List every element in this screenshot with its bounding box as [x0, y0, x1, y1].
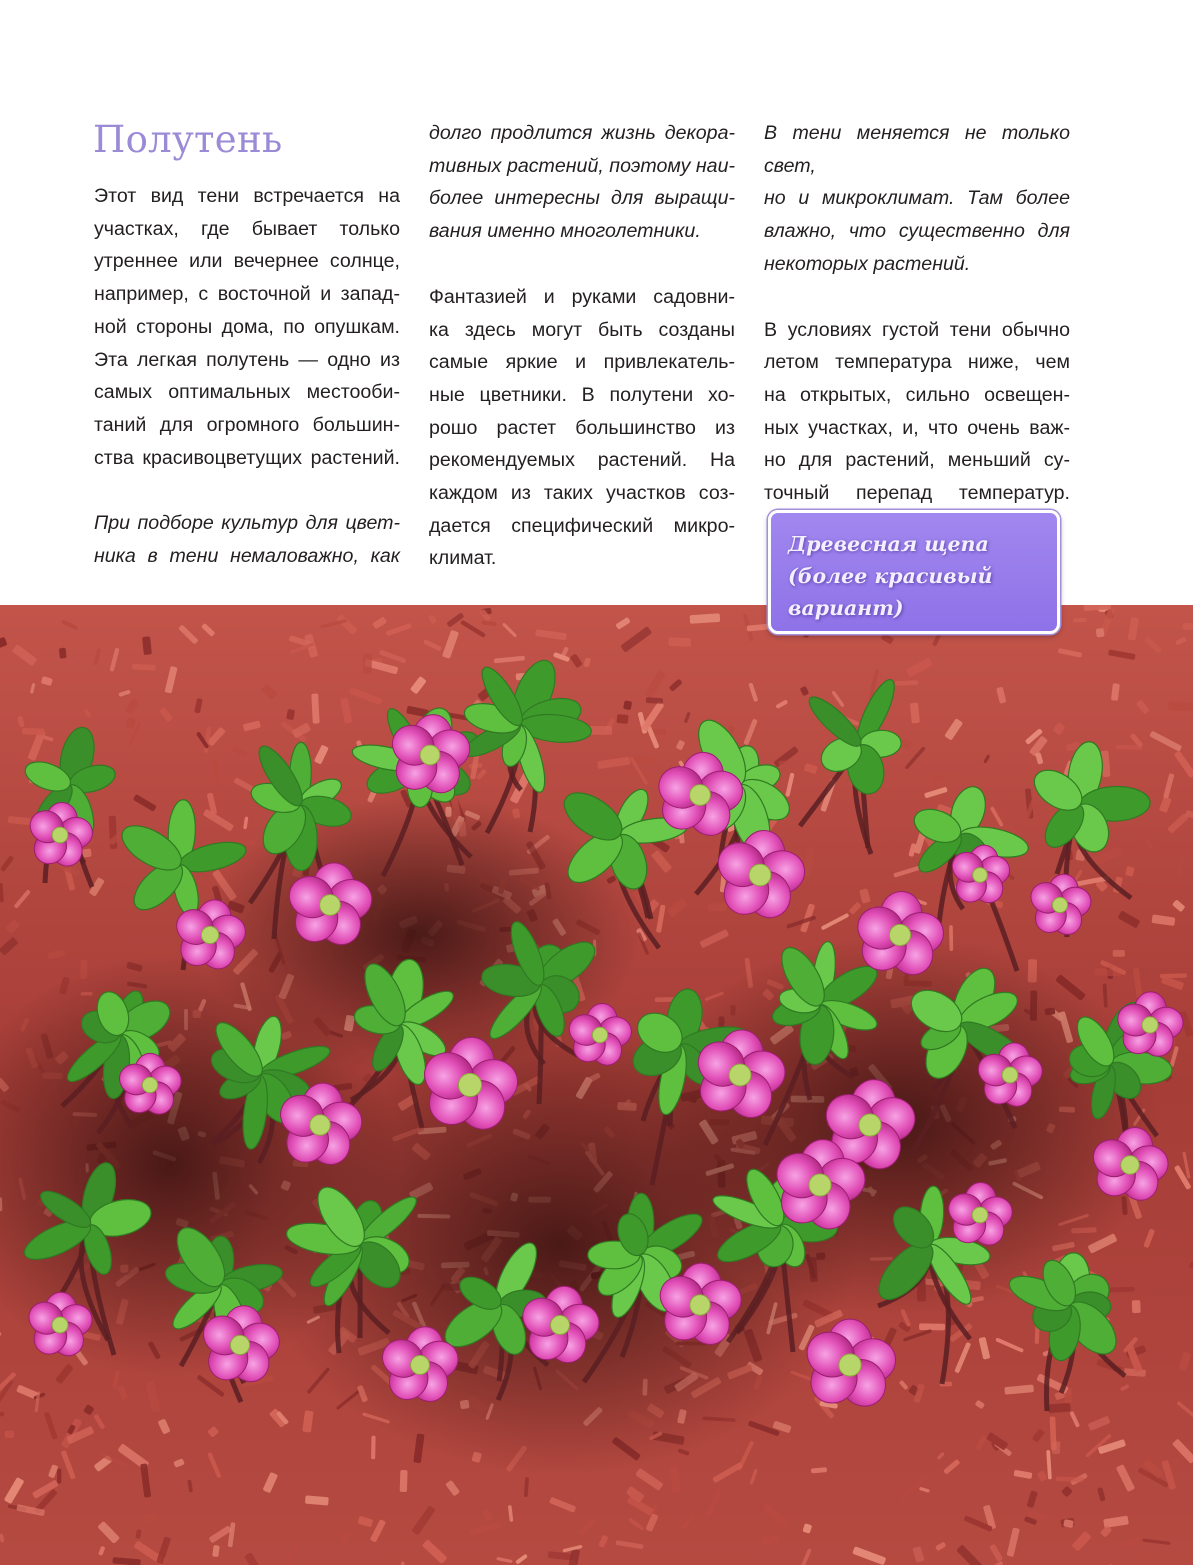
text-line: Этот вид тени встречается на — [94, 185, 400, 207]
text-column-3 — [764, 117, 1070, 510]
section-heading: Полутень — [93, 118, 283, 161]
text-line: но для растений, меньший су- — [764, 449, 1070, 472]
text-line: точный перепад температур. — [764, 482, 1070, 505]
text-line: Эта легкая полутень — одно из — [94, 348, 400, 371]
text-line: рошо растет большинство из — [429, 416, 735, 439]
text-line: ные цветники. В полутени хо- — [429, 383, 735, 406]
text-line: дается специфический микро- — [429, 514, 735, 537]
text-line: на открытых, сильно освещен- — [764, 383, 1070, 406]
text-line: ных участках, и, что очень важ- — [764, 416, 1070, 439]
callout-line: Древесная щепа — [788, 532, 989, 556]
text-line: ной стороны дома, по опушкам. — [94, 315, 400, 338]
text-line: рекомендуемых растений. На — [429, 449, 735, 472]
text-line: тивных растений, поэтому наи- — [429, 154, 735, 177]
text-line: например, с восточной и запад- — [94, 283, 400, 306]
callout-box — [768, 510, 1060, 634]
text-line: самые яркие и привлекатель- — [429, 351, 735, 374]
text-line: ства красивоцветущих растений. — [94, 446, 400, 469]
text-column-1 — [94, 180, 400, 573]
text-line: более интересны для выращи- — [429, 187, 735, 210]
callout-line: вариант) — [788, 596, 904, 620]
text-line: климат. — [429, 547, 497, 570]
text-line: самых оптимальных местооби- — [94, 381, 400, 404]
hellebore-photo — [0, 605, 1193, 1565]
text-line: участках, где бывает только — [94, 217, 400, 240]
text-line: ника в тени немаловажно, как — [94, 545, 400, 568]
text-line: ка здесь могут быть созданы — [429, 318, 735, 341]
text-line: влажно, что существенно для — [764, 220, 1070, 243]
text-column-2 — [429, 117, 735, 575]
callout-line: (более красивый — [788, 564, 993, 588]
text-line: При подборе культур для цвет- — [94, 512, 400, 535]
text-line: летом температура ниже, чем — [764, 351, 1070, 374]
text-line: долго продлится жизнь декора- — [429, 122, 735, 144]
text-line: но и микроклимат. Там более — [764, 187, 1070, 210]
text-line: Фантазией и руками садовни- — [429, 285, 735, 308]
text-line: вания именно многолетники. — [429, 220, 701, 243]
text-line: каждом из таких участков соз- — [429, 482, 735, 505]
text-line: В тени меняется не только свет, — [764, 122, 1070, 177]
text-line: некоторых растений. — [764, 252, 971, 275]
text-line: утреннее или вечернее солнце, — [94, 250, 400, 273]
text-line: таний для огромного большин- — [94, 413, 400, 436]
text-line: В условиях густой тени обычно — [764, 318, 1070, 341]
